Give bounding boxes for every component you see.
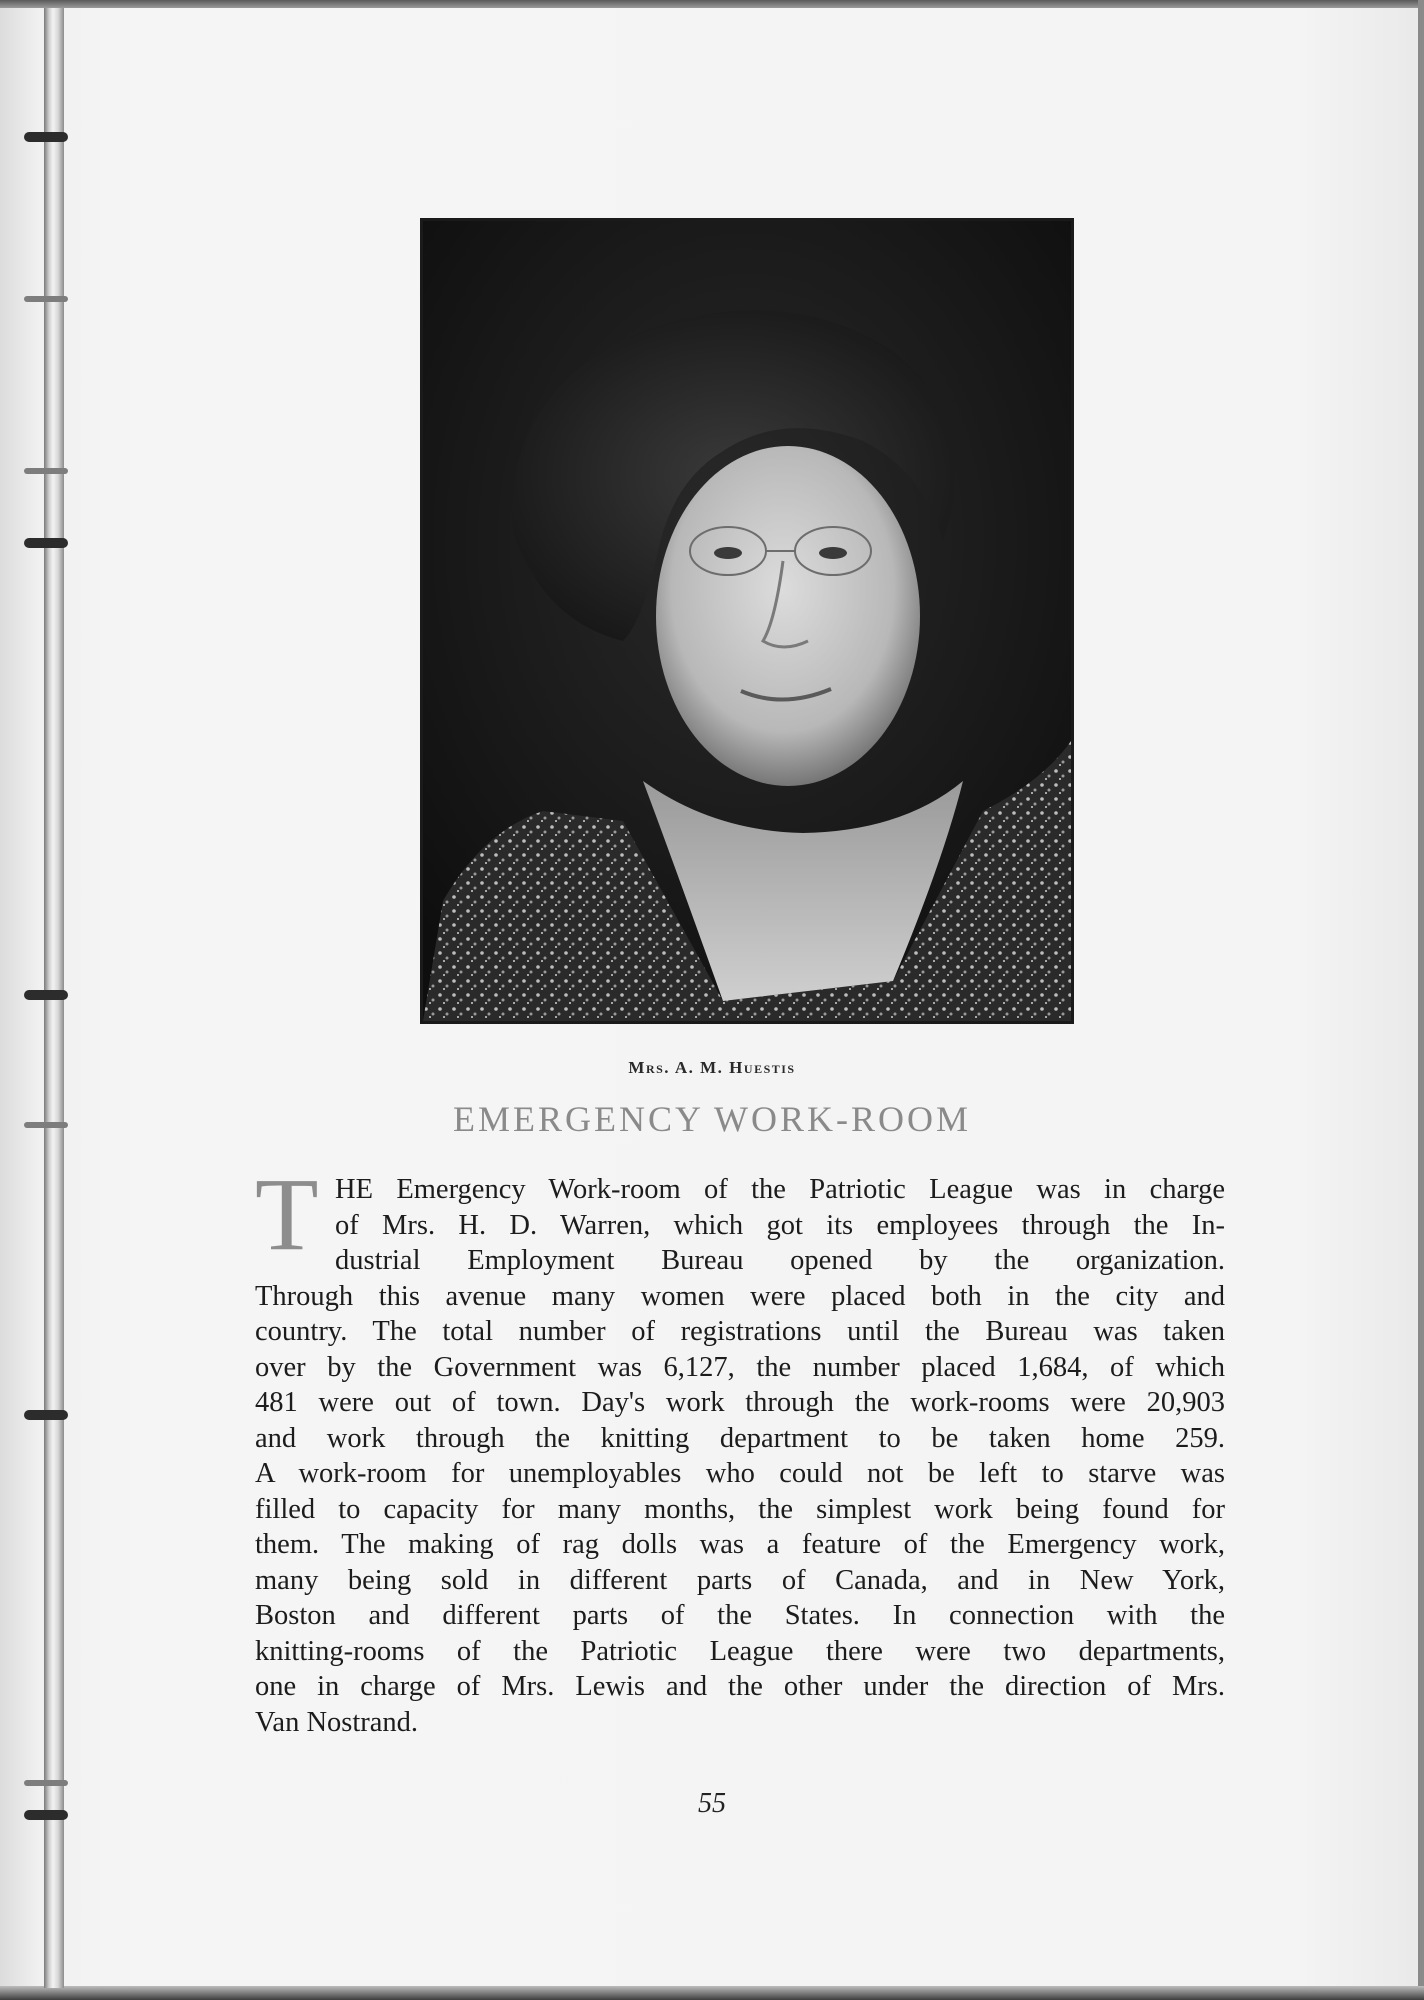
text-line: Boston and different parts of the States. In connection with the bbox=[255, 1600, 1225, 1631]
scan-bottom-edge bbox=[0, 1986, 1424, 2000]
portrait-image bbox=[423, 221, 1071, 1021]
text-line: and work through the knitting department to be taken home 259. bbox=[255, 1422, 1225, 1454]
text-line: A work-room for unemployables who could not be left to starve was bbox=[255, 1458, 1225, 1489]
binding-stitch bbox=[24, 1780, 68, 1786]
text-line: 481 were out of town. Day's work through the work-rooms were 20,903 bbox=[255, 1387, 1225, 1418]
text-line: knitting-rooms of the Patriotic League there were two departments, bbox=[255, 1635, 1225, 1667]
text-line: HE Emergency Work-room of the Patriotic League was in charge bbox=[335, 1174, 1225, 1205]
text-line: one in charge of Mrs. Lewis and the other under the direction of Mrs. bbox=[255, 1671, 1225, 1702]
scan-right-edge bbox=[1418, 0, 1424, 2000]
body-paragraph bbox=[255, 1172, 1225, 1740]
text-line: Van Nostrand. bbox=[255, 1706, 419, 1738]
binding-stitch bbox=[24, 132, 68, 142]
binding-stitch bbox=[24, 990, 68, 1000]
binding-stitch bbox=[24, 296, 68, 302]
scan-top-edge bbox=[0, 0, 1424, 8]
portrait-photo bbox=[420, 218, 1074, 1024]
text-line: filled to capacity for many months, the simplest work being found for bbox=[255, 1493, 1225, 1525]
photo-caption: Mrs. A. M. Huestis bbox=[628, 1058, 796, 1077]
text-line: dustrial Employment Bureau opened by the organization. bbox=[335, 1245, 1225, 1276]
text-line: country. The total number of registrations until the Bureau was taken bbox=[255, 1316, 1225, 1347]
text-line: them. The making of rag dolls was a feature of the Emergency work, bbox=[255, 1529, 1225, 1560]
text-line: over by the Government was 6,127, the number placed 1,684, of which bbox=[255, 1351, 1225, 1383]
section-heading: EMERGENCY WORK-ROOM bbox=[452, 1099, 971, 1139]
binding-stitch bbox=[24, 1410, 68, 1420]
drop-cap: T bbox=[255, 1157, 319, 1272]
binding-stitch bbox=[24, 468, 68, 474]
text-line: of Mrs. H. D. Warren, which got its employees through the In- bbox=[335, 1209, 1225, 1241]
text-line: Through this avenue many women were placed both in the city and bbox=[255, 1280, 1225, 1312]
page-number: 55 bbox=[698, 1788, 726, 1819]
text-line: many being sold in different parts of Canada, and in New York, bbox=[255, 1564, 1225, 1596]
binding-stitch bbox=[24, 538, 68, 548]
